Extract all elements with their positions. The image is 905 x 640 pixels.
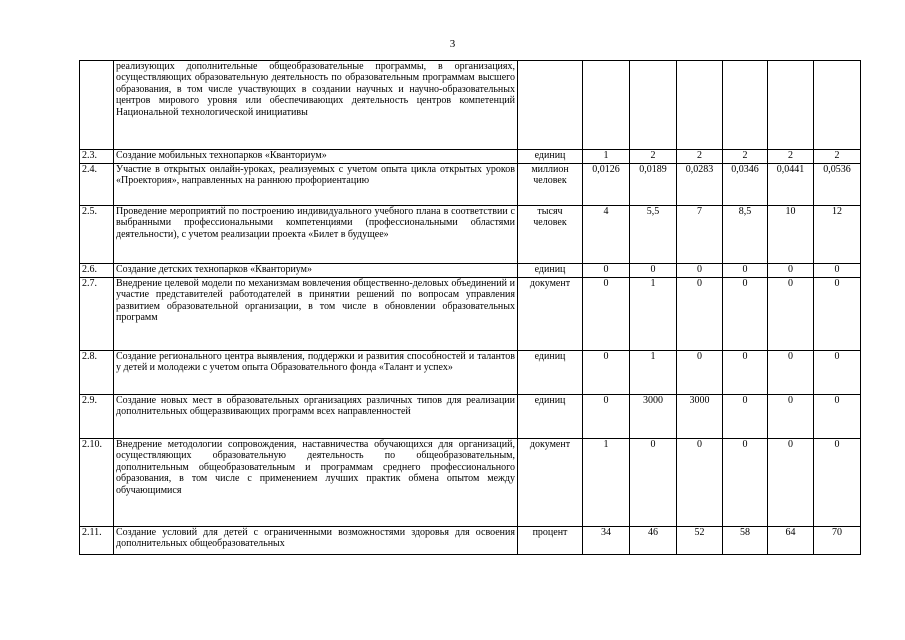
row-value: 0 bbox=[814, 395, 861, 439]
row-value: 0 bbox=[677, 439, 723, 527]
row-value: 0,0126 bbox=[583, 164, 630, 206]
indicators-table bbox=[79, 60, 861, 555]
row-value: 0 bbox=[583, 395, 630, 439]
row-value: 1 bbox=[630, 351, 677, 395]
row-value: 0,0189 bbox=[630, 164, 677, 206]
row-value: 0 bbox=[630, 439, 677, 527]
row-value: 1 bbox=[583, 150, 630, 164]
row-unit: единиц bbox=[518, 150, 583, 164]
row-value: 0 bbox=[768, 395, 814, 439]
table-row bbox=[80, 264, 861, 278]
row-value: 0 bbox=[723, 351, 768, 395]
row-value: 0 bbox=[768, 264, 814, 278]
row-number: 2.3. bbox=[80, 150, 114, 164]
row-number: 2.9. bbox=[80, 395, 114, 439]
row-value: 2 bbox=[814, 150, 861, 164]
row-value: 0,0283 bbox=[677, 164, 723, 206]
row-number: 2.10. bbox=[80, 439, 114, 527]
row-value: 34 bbox=[583, 527, 630, 555]
row-value: 2 bbox=[723, 150, 768, 164]
row-unit: единиц bbox=[518, 264, 583, 278]
row-value: 2 bbox=[677, 150, 723, 164]
row-description: реализующих дополнительные общеобразовательные программы, в организациях, осуществляющих образовательную деятельность по образовательным программам высшего образования, в том числе участвующих в создании научных и научно-образовательных центров мирового уровня или обеспечивающих деятельность центров компетенций Национальной технологической инициативы bbox=[114, 61, 518, 150]
row-description: Создание регионального центра выявления, поддержки и развития способностей и талантов у детей и молодежи с учетом опыта Образовательного фонда «Талант и успех» bbox=[114, 351, 518, 395]
row-unit: тысяч человек bbox=[518, 206, 583, 264]
page-number: 3 bbox=[449, 38, 456, 50]
row-value bbox=[814, 61, 861, 150]
row-value: 1 bbox=[630, 278, 677, 351]
row-value: 0 bbox=[723, 439, 768, 527]
row-value: 58 bbox=[723, 527, 768, 555]
row-number: 2.5. bbox=[80, 206, 114, 264]
row-unit: документ bbox=[518, 278, 583, 351]
row-value: 0 bbox=[723, 264, 768, 278]
row-value: 0,0346 bbox=[723, 164, 768, 206]
row-value: 0 bbox=[723, 278, 768, 351]
row-value: 0 bbox=[814, 278, 861, 351]
row-unit: документ bbox=[518, 439, 583, 527]
row-value: 12 bbox=[814, 206, 861, 264]
row-value: 0 bbox=[814, 351, 861, 395]
row-value: 0 bbox=[768, 351, 814, 395]
table-row bbox=[80, 206, 861, 264]
row-value: 0 bbox=[768, 278, 814, 351]
row-description: Создание детских технопарков «Кванториум» bbox=[114, 264, 518, 278]
row-value: 2 bbox=[630, 150, 677, 164]
row-number: 2.4. bbox=[80, 164, 114, 206]
row-description: Создание условий для детей с ограниченными возможностями здоровья для освоения дополнительных общеобразовательных bbox=[114, 527, 518, 555]
row-number bbox=[80, 61, 114, 150]
row-value: 64 bbox=[768, 527, 814, 555]
row-unit bbox=[518, 61, 583, 150]
row-value: 10 bbox=[768, 206, 814, 264]
row-unit: миллион человек bbox=[518, 164, 583, 206]
row-description: Проведение мероприятий по построению индивидуального учебного плана в соответствии с выбранными профессиональными компетенциями (профессиональными областями деятельности), с учетом реализации проекта «Билет в будущее» bbox=[114, 206, 518, 264]
table-row bbox=[80, 164, 861, 206]
table-row bbox=[80, 439, 861, 527]
row-value: 3000 bbox=[677, 395, 723, 439]
table-row bbox=[80, 61, 861, 150]
row-value bbox=[583, 61, 630, 150]
row-value: 52 bbox=[677, 527, 723, 555]
table-row bbox=[80, 351, 861, 395]
row-value: 2 bbox=[768, 150, 814, 164]
row-value: 0 bbox=[583, 264, 630, 278]
table-row bbox=[80, 150, 861, 164]
row-description: Внедрение методологии сопровождения, наставничества обучающихся для организаций, осуществляющих образовательную деятельность по общеобразовательным, дополнительным общеобразовательным и программам среднего профессионального образования, в том числе с применением лучших практик обмена опытом между обучающимися bbox=[114, 439, 518, 527]
row-value: 3000 bbox=[630, 395, 677, 439]
row-number: 2.8. bbox=[80, 351, 114, 395]
row-description: Создание мобильных технопарков «Кванториум» bbox=[114, 150, 518, 164]
row-value: 70 bbox=[814, 527, 861, 555]
table-row bbox=[80, 527, 861, 555]
row-unit: единиц bbox=[518, 395, 583, 439]
row-value: 8,5 bbox=[723, 206, 768, 264]
row-value: 0 bbox=[583, 351, 630, 395]
row-value bbox=[630, 61, 677, 150]
row-value: 0 bbox=[677, 278, 723, 351]
row-unit: процент bbox=[518, 527, 583, 555]
row-value: 0 bbox=[630, 264, 677, 278]
row-value: 0 bbox=[814, 439, 861, 527]
row-value bbox=[677, 61, 723, 150]
row-value: 4 bbox=[583, 206, 630, 264]
row-value: 0 bbox=[583, 278, 630, 351]
row-value: 46 bbox=[630, 527, 677, 555]
row-unit: единиц bbox=[518, 351, 583, 395]
row-number: 2.7. bbox=[80, 278, 114, 351]
row-value bbox=[768, 61, 814, 150]
row-description: Участие в открытых онлайн-уроках, реализуемых с учетом опыта цикла открытых уроков «Проектория», направленных на раннюю профориентацию bbox=[114, 164, 518, 206]
row-value: 0,0441 bbox=[768, 164, 814, 206]
table-row bbox=[80, 278, 861, 351]
row-value: 1 bbox=[583, 439, 630, 527]
table-row bbox=[80, 395, 861, 439]
row-value: 0 bbox=[677, 351, 723, 395]
row-description: Создание новых мест в образовательных организациях различных типов для реализации дополнительных общеразвивающих программ всех направленностей bbox=[114, 395, 518, 439]
row-value: 0 bbox=[768, 439, 814, 527]
row-number: 2.11. bbox=[80, 527, 114, 555]
row-value bbox=[723, 61, 768, 150]
row-description: Внедрение целевой модели по механизмам вовлечения общественно-деловых объединений и участие представителей работодателей в принятии решений по вопросам управления развитием образовательной организации, в том числе в обновлении образовательных программ bbox=[114, 278, 518, 351]
row-value: 0 bbox=[814, 264, 861, 278]
row-number: 2.6. bbox=[80, 264, 114, 278]
row-value: 5,5 bbox=[630, 206, 677, 264]
row-value: 0 bbox=[677, 264, 723, 278]
row-value: 0 bbox=[723, 395, 768, 439]
row-value: 0,0536 bbox=[814, 164, 861, 206]
row-value: 7 bbox=[677, 206, 723, 264]
